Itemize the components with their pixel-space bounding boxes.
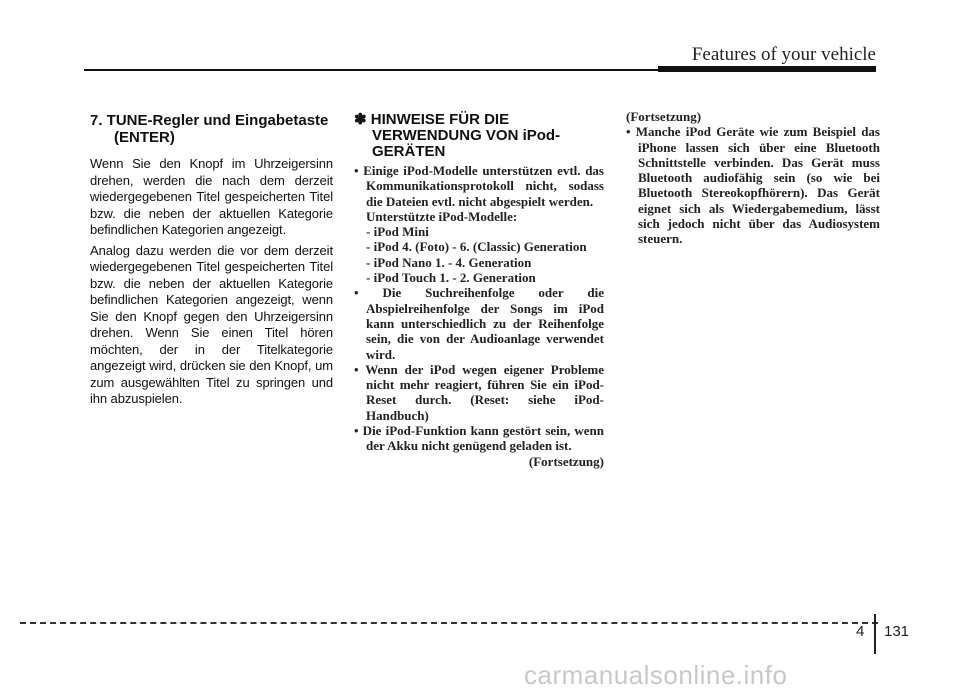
ipod-note-bluetooth: • Manche iPod Geräte wie zum Beispiel das iPhone lassen sich über eine Bluetooth Schnittstelle verbinden. Das Gerät muss Bluetooth audiofähig sein (so wie bei Bluetooth Stereokopfhörern). Das Gerät eignet sich als Wiedergabemedium, lässt sich jedoch nicht über das Audiosystem steuern. (626, 124, 880, 247)
tune-paragraph-counterclockwise: Analog dazu werden die vor dem derzeit wiedergegebenen Titel gespeicherten Titel bzw. die neben der aktuellen Kategorie befindlichen Kategorien angezeigt, wenn Sie den Knopf gegen den Uhrzeigersinn drehen. Wenn Sie einen Titel hören möchten, der in der Titelkategorie angezeigt wird, drücken sie den Knopf, um zum ausgewählten Titel zu springen und ihn abzuspielen. (90, 242, 333, 406)
ipod-note-protocol: • Einige iPod-Modelle unterstützen evtl. das Kommunikationsprotokoll nicht, sodass die Dateien evtl. nicht abgespielt werden. (354, 163, 604, 209)
ipod-notes-heading: ✽ HINWEISE FÜR DIE VERWENDUNG VON iPod-GERÄTEN (354, 111, 561, 160)
chapter-number: 4 (856, 623, 865, 640)
continued-from-label: (Fortsetzung) (626, 109, 702, 124)
tune-paragraph-clockwise: Wenn Sie den Knopf im Uhrzeigersinn drehen, werden die nach dem derzeit wiedergegebenen Titel gespeicherten Titel bzw. die neben der aktuellen Kategorie befindlichen Kategorien angezeigt. (90, 156, 333, 237)
ipod-note-search-order: • Die Suchreihenfolge oder die Abspielreihenfolge der Songs im iPod kann unterschiedlich zu der Reihenfolge sein, die von der Audioanlage verwendet wird. (354, 285, 604, 362)
section-header-title: Features of your vehicle (691, 44, 876, 65)
supported-model-item: - iPod Touch 1. - 2. Generation (366, 270, 536, 286)
footer-rule (20, 622, 878, 624)
page-number: 131 (884, 623, 910, 640)
supported-model-item: - iPod Mini (366, 224, 429, 240)
ipod-notes-section (354, 112, 604, 469)
ipod-note-reset: • Wenn der iPod wegen eigener Probleme nicht mehr reagiert, führen Sie ein iPod-Reset durch. (Reset: siehe iPod-Handbuch) (354, 361, 604, 423)
tune-heading: 7. TUNE-Regler und Eingabetaste (ENTER) (90, 112, 329, 146)
header-rule-accent (658, 66, 876, 72)
supported-model-item: - iPod 4. (Foto) - 6. (Classic) Generation (366, 239, 587, 255)
footer-divider (874, 614, 876, 654)
supported-models-label: Unterstützte iPod-Modelle: (366, 208, 518, 224)
ipod-notes-continued-section (626, 109, 880, 247)
ipod-note-battery: • Die iPod-Funktion kann gestört sein, wenn der Akku nicht genügend geladen ist. (354, 423, 604, 454)
continued-label: (Fortsetzung) (528, 453, 604, 469)
supported-model-item: - iPod Nano 1. - 4. Generation (366, 254, 532, 270)
tune-knob-section (90, 112, 333, 412)
watermark: carmanualsonline.info (524, 660, 788, 690)
